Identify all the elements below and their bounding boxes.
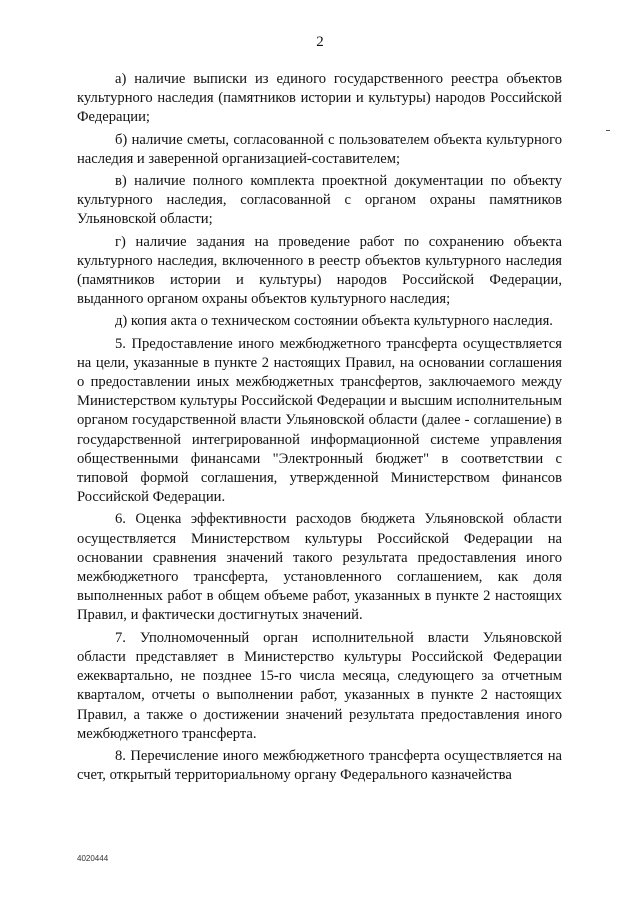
- scan-mark: [606, 130, 610, 131]
- paragraph-item-b: б) наличие сметы, согласованной с пользователем объекта культурного наследия и заверенной организацией-составителем;: [77, 131, 562, 167]
- paragraph-item-g: г) наличие задания на проведение работ по сохранению объекта культурного наследия, включенного в реестр объектов культурного наследия (памятников истории и культуры) народов Российской Федерации, выданного органом охраны объектов культурного наследия;: [77, 233, 562, 308]
- paragraph-clause-5: 5. Предоставление иного межбюджетного трансферта осуществляется на цели, указанные в пункте 2 настоящих Правил, на основании соглашения о предоставлении иных межбюджетных трансфертов, заключаемого между Министерством культуры Российской Федерации и высшим исполнительным органом государственной власти Ульяновской области (далее - соглашение) в государственной интегрированной информационной системе управления общественными финансами "Электронный бюджет" в соответствии с типовой формой соглашения, утвержденной Министерством финансов Российской Федерации.: [77, 335, 562, 506]
- page-number: 2: [316, 34, 324, 50]
- document-body: [77, 70, 562, 788]
- paragraph-item-d: д) копия акта о техническом состоянии объекта культурного наследия.: [115, 313, 553, 330]
- document-code: 4020444: [77, 854, 109, 863]
- paragraph-item-v: в) наличие полного комплекта проектной документации по объекту культурного наследия, согласованной с органом охраны памятников Ульяновской области;: [77, 173, 562, 228]
- paragraph-clause-6: 6. Оценка эффективности расходов бюджета Ульяновской области осуществляется Министерством культуры Российской Федерации на основании сравнения значений такого результата предоставления иного межбюджетного трансферта, установленного соглашением, как доля выполненных работ в общем объеме работ, указанных в пункте 2 настоящих Правил, и фактически достигнутых значений.: [77, 511, 562, 624]
- paragraph-item-a: а) наличие выписки из единого государственного реестра объектов культурного наследия (памятников истории и культуры) народов Российской Федерации;: [77, 71, 562, 126]
- paragraph-clause-7: 7. Уполномоченный орган исполнительной власти Ульяновской области представляет в Министерство культуры Российской Федерации ежеквартально, не позднее 15-го числа месяца, следующего за отчетным кварталом, отчеты о выполнении работ, указанных в пункте 2 настоящих Правил, а также о достижении значений результата предоставления иного межбюджетного трансферта.: [77, 629, 562, 742]
- paragraph-clause-8: 8. Перечисление иного межбюджетного трансферта осуществляется на счет, открытый территориальному органу Федерального казначейства: [77, 747, 562, 784]
